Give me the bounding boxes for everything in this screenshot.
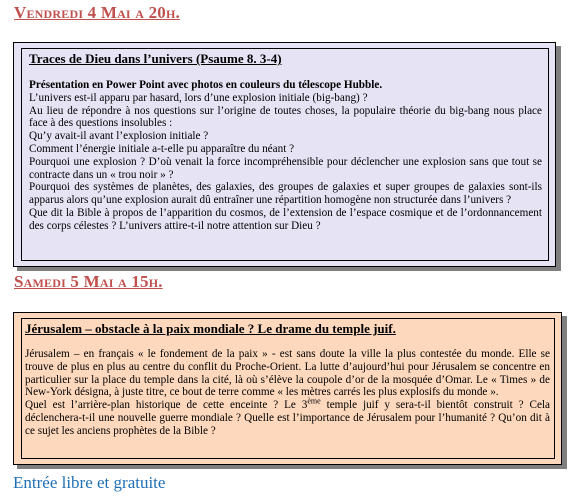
event1-heading: Vendredi 4 Mai a 20h. xyxy=(14,3,180,22)
event1-line: Comment l’énergie initiale a-t-elle pu apparaître du néant ? xyxy=(29,142,295,155)
event2-inner-frame xyxy=(21,318,555,459)
event2-paragraph-2-end: temple juif y sera-t-il bientôt construit ? Cela déclenchera-t-il une nouvelle guerre mondiale ? Quelle est l’importance de Jérusalem pour l’humanité ? Qu’on dit à ce sujet les anciens prophètes de la Bible ? xyxy=(25,399,550,437)
event1-line: Qu’y avait-il avant l’explosion initiale ? xyxy=(29,130,209,143)
event1-inner-frame xyxy=(21,48,549,261)
event1-subtitle: Présentation en Power Point avec photos en couleurs du télescope Hubble. xyxy=(29,79,383,91)
event2-title: Jérusalem – obstacle à la paix mondiale ? Le drame du temple juif. xyxy=(25,321,396,336)
event1-line: Pourquoi une explosion ? D’où venait la force incompréhensible pour déclencher une explosion sans que tout se contracte dans un « trou noir » ? xyxy=(29,155,542,181)
event2-paragraph-1: Jérusalem – en français « le fondement de la paix » - est sans doute la ville la plus contestée du monde. Elle se trouve de plus en plus au centre du conflit du Proche-Orient. La lutte d’aujourd’hui pour Jérusalem se concentre en particulier sur la place du temple dans la cité, là où s’élève la coupole d’or de la mosquée d’Omar. Le « Times » de New-York désigna, à juste titre, ce bout de terre comme « les mètres carrés les plus explosifs du monde ». xyxy=(25,348,550,399)
event2-paragraph-2-start: Quel est l’arrière-plan historique de cette enceinte ? Le 3 xyxy=(25,399,308,412)
ordinal-superscript: ème xyxy=(307,396,321,406)
event1-line: L’univers est-il apparu par hasard, lors d’une explosion initiale (big-bang) ? xyxy=(29,91,368,104)
event1-line: Que dit la Bible à propos de l’apparition du cosmos, de l’extension de l’espace cosmique et de l’ordonnancement des corps célestes ? L’univers attire-t-il notre attention sur Dieu ? xyxy=(29,206,542,232)
event2-box xyxy=(13,312,562,465)
box2-shadow-right xyxy=(562,316,567,469)
box1-shadow-right xyxy=(556,46,561,271)
event2-paragraph-2 xyxy=(25,396,550,437)
event1-title: Traces de Dieu dans l’univers (Psaume 8. 3-4) xyxy=(29,51,282,66)
box2-shadow-bottom xyxy=(17,465,567,469)
event1-line: Pourquoi des systèmes de planètes, des galaxies, des groupes de galaxies et super groupes de galaxies sont-ils apparus alors qu’une explosion aurait dû entraîner une répartition homogène non structurée dans l’univers ? xyxy=(29,181,542,207)
event1-line: Au lieu de répondre à nos questions sur l’origine de toutes choses, la populaire théorie du big-bang nous place face à des questions insolubles : xyxy=(29,104,542,130)
event2-heading: Samedi 5 Mai a 15h. xyxy=(14,272,163,291)
event1-box xyxy=(13,42,556,267)
box1-shadow-bottom xyxy=(17,267,561,271)
footer-admission-text: Entrée libre et gratuite xyxy=(13,473,166,492)
